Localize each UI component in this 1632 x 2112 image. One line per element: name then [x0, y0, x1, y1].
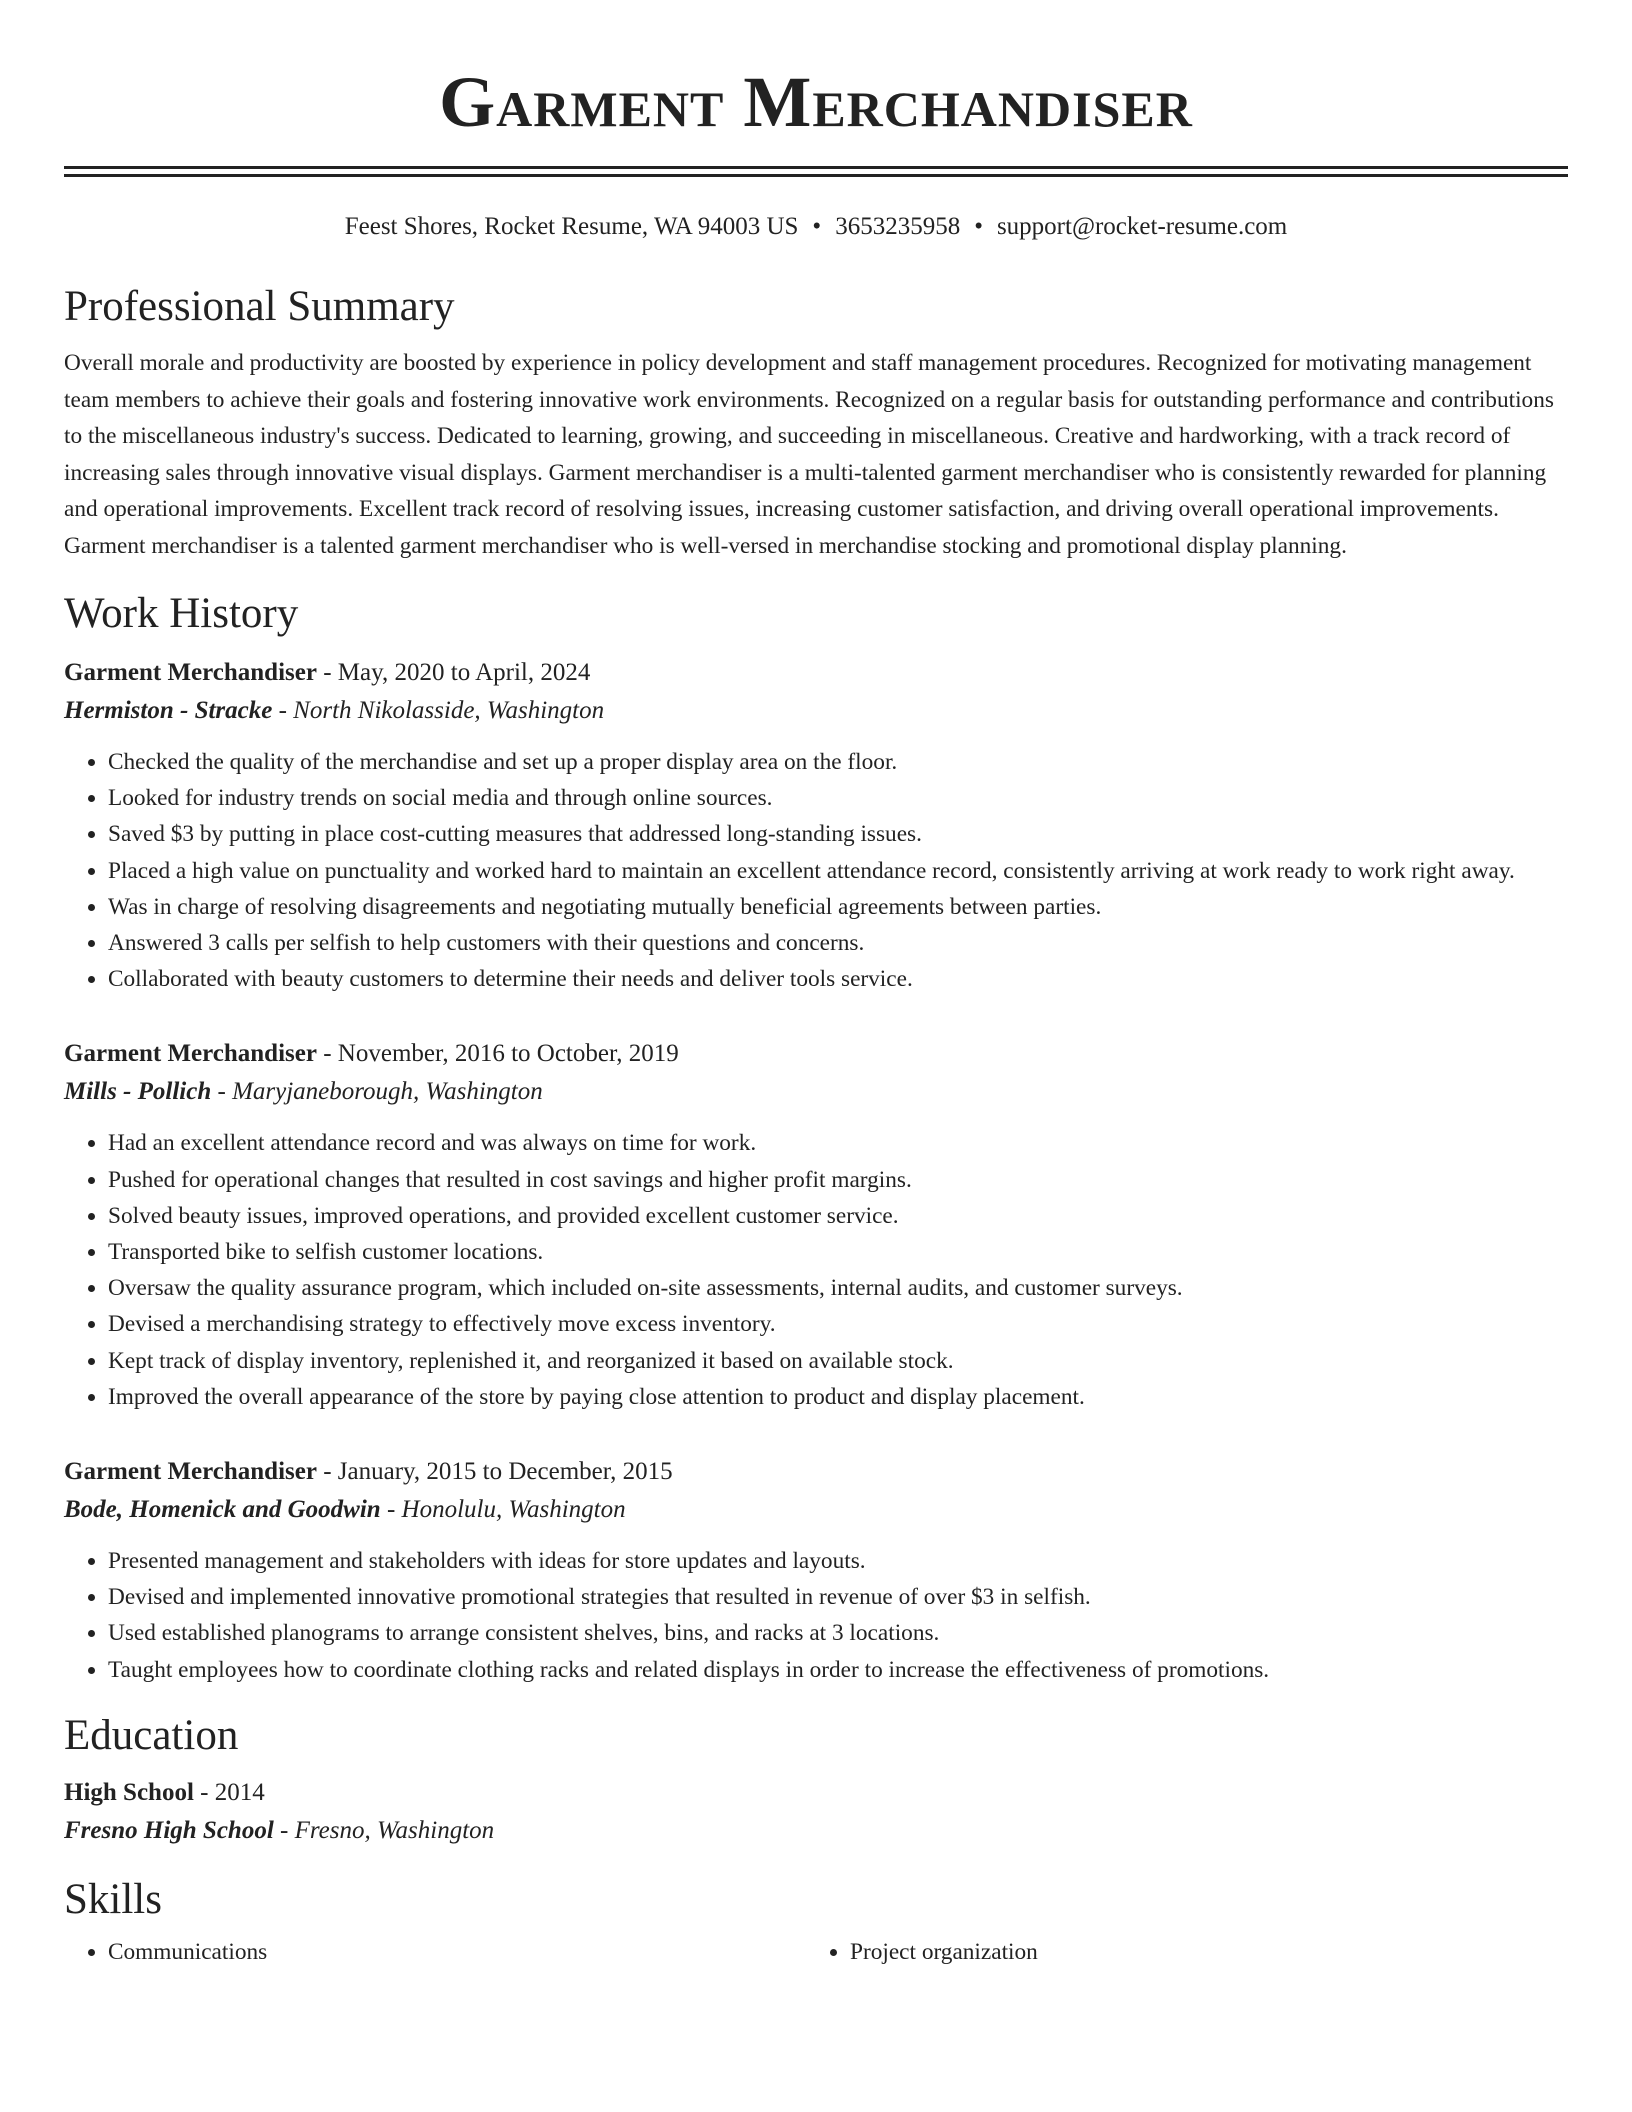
- job-bullet: • Used established planograms to arrange consistent shelves, bins, and racks at 3 locations.: [108, 1615, 1568, 1651]
- job-bullets: [64, 1543, 1568, 1688]
- skills-list: [64, 1934, 1568, 1970]
- skills-column-right: [806, 1934, 1548, 1970]
- job-company-line: Hermiston - Stracke - North Nikolasside, Washington: [64, 697, 605, 724]
- job-bullets: [64, 1125, 1568, 1415]
- job-bullet: • Looked for industry trends on social media and through online sources.: [108, 780, 1568, 816]
- summary-text: Overall morale and productivity are boosted by experience in policy development and staff management procedures. Recognized for motivating management team members to achieve their goals and fostering innovative work environments. Recognized on a regular basis for outstanding performance and contributions to the miscellaneous industry's success. Dedicated to learning, growing, and succeeding in miscellaneous. Creative and hardworking, with a track record of increasing sales through innovative visual displays. Garment merchandiser is a multi-talented garment merchandiser who is consistently rewarded for planning and operational improvements. Excellent track record of resolving issues, increasing customer satisfaction, and driving overall operational improvements. Garment merchandiser is a talented garment merchandiser who is well-versed in merchandise stocking and promotional display planning.: [64, 350, 1554, 559]
- skill-item: • Project organization: [850, 1934, 1548, 1970]
- education-heading: Education: [64, 1711, 239, 1759]
- resume-name: Garment Merchandiser: [439, 62, 1193, 142]
- education-school: Fresno High School: [64, 1816, 274, 1844]
- contact-line: [64, 211, 1568, 243]
- contact-email: support@rocket-resume.com: [996, 213, 1288, 240]
- job-entry: [64, 1035, 1568, 1415]
- skill-item: • Communications: [108, 1934, 806, 1970]
- job-title: Garment Merchandiser: [64, 659, 317, 686]
- job-dates: November, 2016 to October, 2019: [337, 1040, 679, 1068]
- job-bullet: • Collaborated with beauty customers to determine their needs and deliver tools service.: [108, 961, 1568, 997]
- education-school-line: Fresno High School - Fresno, Washington: [64, 1816, 495, 1844]
- job-bullet: • Pushed for operational changes that resulted in cost savings and higher profit margins.: [108, 1162, 1568, 1198]
- job-company: Bode, Homenick and Goodwin: [64, 1496, 381, 1524]
- job-location: North Nikolasside, Washington: [293, 697, 605, 724]
- job-bullet: • Transported bike to selfish customer locations.: [108, 1234, 1568, 1270]
- job-title-line: Garment Merchandiser - January, 2015 to December, 2015: [64, 1458, 673, 1486]
- education-year: 2014: [214, 1778, 265, 1806]
- job-bullet: • Oversaw the quality assurance program, which included on-site assessments, internal audits, and customer surveys.: [108, 1270, 1568, 1306]
- contact-address: Feest Shores, Rocket Resume, WA 94003 US: [344, 213, 799, 240]
- job-bullet: • Had an excellent attendance record and was always on time for work.: [108, 1125, 1568, 1161]
- contact-phone: 3653235958: [835, 213, 961, 240]
- job-bullet: • Presented management and stakeholders with ideas for store updates and layouts.: [108, 1543, 1568, 1579]
- contact-separator: •: [974, 213, 983, 240]
- job-entry: [64, 654, 1568, 997]
- job-bullet: • Kept track of display inventory, replenished it, and reorganized it based on available stock.: [108, 1343, 1568, 1379]
- skills-heading: Skills: [64, 1875, 162, 1923]
- work-history-heading: Work History: [64, 590, 299, 637]
- contact-separator: •: [812, 213, 822, 240]
- job-title: Garment Merchandiser: [64, 1458, 317, 1486]
- job-dates: May, 2020 to April, 2024: [337, 659, 591, 686]
- job-title: Garment Merchandiser: [64, 1040, 317, 1068]
- job-dates: January, 2015 to December, 2015: [337, 1458, 673, 1486]
- job-title-line: Garment Merchandiser - May, 2020 to April, 2024: [64, 659, 591, 686]
- education-degree-line: High School - 2014: [64, 1778, 265, 1806]
- job-entry: [64, 1453, 1568, 1688]
- job-bullet: • Saved $3 by putting in place cost-cutting measures that addressed long-standing issues.: [108, 816, 1568, 852]
- job-bullet: • Was in charge of resolving disagreements and negotiating mutually beneficial agreements between parties.: [108, 889, 1568, 925]
- job-company: Hermiston - Stracke: [64, 697, 273, 724]
- job-bullet: • Devised and implemented innovative promotional strategies that resulted in revenue of over $3 in selfish.: [108, 1579, 1568, 1615]
- job-company-line: Bode, Homenick and Goodwin - Honolulu, Washington: [64, 1496, 626, 1524]
- job-bullet: • Taught employees how to coordinate clothing racks and related displays in order to increase the effectiveness of promotions.: [108, 1652, 1568, 1688]
- education-degree: High School: [64, 1778, 194, 1806]
- job-location: Maryjaneborough, Washington: [232, 1078, 543, 1106]
- skills-column-left: [64, 1934, 806, 1970]
- job-bullet: • Checked the quality of the merchandise and set up a proper display area on the floor.: [108, 744, 1568, 780]
- job-bullet: • Answered 3 calls per selfish to help customers with their questions and concerns.: [108, 925, 1568, 961]
- job-bullet: • Devised a merchandising strategy to effectively move excess inventory.: [108, 1306, 1568, 1342]
- job-location: Honolulu, Washington: [401, 1496, 626, 1524]
- header-double-rule: [64, 166, 1568, 177]
- job-title-line: Garment Merchandiser - November, 2016 to October, 2019: [64, 1040, 679, 1068]
- job-company-line: Mills - Pollich - Maryjaneborough, Washington: [64, 1078, 543, 1106]
- job-bullet: • Improved the overall appearance of the store by paying close attention to product and display placement.: [108, 1379, 1568, 1415]
- job-bullet: • Solved beauty issues, improved operations, and provided excellent customer service.: [108, 1198, 1568, 1234]
- job-bullet: • Placed a high value on punctuality and worked hard to maintain an excellent attendance record, consistently arriving at work ready to work right away.: [108, 853, 1568, 889]
- job-company: Mills - Pollich: [64, 1078, 212, 1106]
- summary-heading: Professional Summary: [64, 283, 455, 330]
- education-location: Fresno, Washington: [294, 1816, 495, 1844]
- education-entry: [64, 1774, 1568, 1850]
- job-bullets: [64, 744, 1568, 997]
